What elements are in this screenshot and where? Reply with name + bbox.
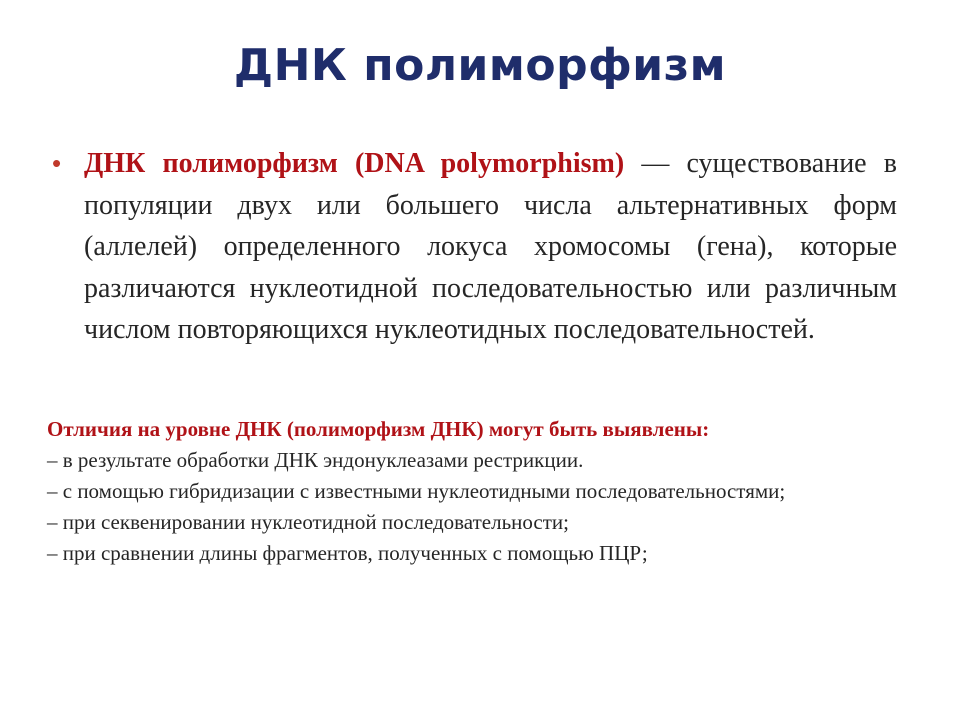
detection-methods-heading: Отличия на уровне ДНК (полиморфизм ДНК) могут быть выявлены:	[47, 417, 710, 441]
detection-methods	[47, 414, 917, 569]
definition-body: — существование в популяции двух или большего числа альтернативных форм (аллелей) определенного локуса хромосомы (гена), которые различаются нуклеотидной последовательностью или различным числом повторяющихся нуклеотидных последовательностей.	[84, 148, 897, 345]
definition-term: ДНК полиморфизм (DNA polymorphism)	[84, 148, 625, 179]
bullet-dot-icon: •	[52, 148, 62, 178]
detection-method-item: – при сравнении длины фрагментов, полученных с помощью ПЦР;	[47, 541, 648, 565]
detection-method-item: – в результате обработки ДНК эндонуклеазами рестрикции.	[47, 448, 584, 472]
definition-text	[84, 143, 897, 351]
detection-method-item: – при секвенировании нуклеотидной последовательности;	[47, 510, 569, 534]
definition-bullet	[52, 143, 897, 351]
slide-title: ДНК полиморфизм	[233, 40, 727, 91]
detection-method-item: – с помощью гибридизации с известными нуклеотидными последовательностями;	[47, 479, 786, 503]
